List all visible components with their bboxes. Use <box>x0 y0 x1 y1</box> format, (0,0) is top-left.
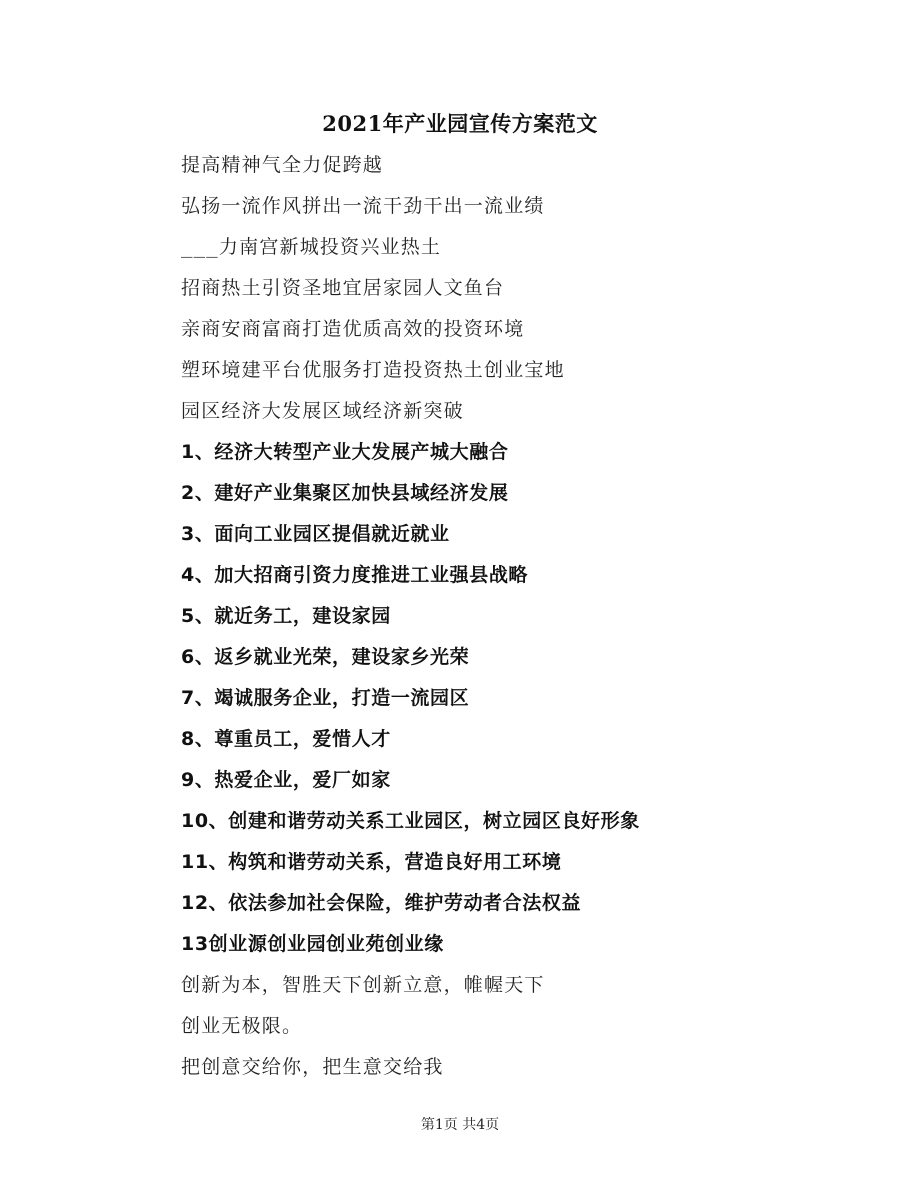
text-line: 创新为本，智胜天下创新立意，帷幄天下 <box>181 974 545 996</box>
numbered-slogan: 12、依法参加社会保险，维护劳动者合法权益 <box>181 892 582 914</box>
numbered-slogan: 1、经济大转型产业大发展产城大融合 <box>181 441 509 463</box>
numbered-slogan: 7、竭诚服务企业，打造一流园区 <box>181 687 470 709</box>
numbered-slogan: 6、返乡就业光荣，建设家乡光荣 <box>181 646 470 668</box>
text-line: 创业无极限。 <box>181 1015 303 1037</box>
text-line: 弘扬一流作风拼出一流干劲干出一流业绩 <box>181 195 545 217</box>
page-footer: 第1页 共4页 <box>420 1117 500 1133</box>
text-line: 把创意交给你，把生意交给我 <box>181 1056 444 1078</box>
text-line: 亲商安商富商打造优质高效的投资环境 <box>181 318 525 340</box>
text-line: 提高精神气全力促跨越 <box>181 154 384 176</box>
numbered-slogan: 8、尊重员工，爱惜人才 <box>181 728 391 750</box>
numbered-slogan: 9、热爱企业，爱厂如家 <box>181 769 391 791</box>
document-title: 2021年产业园宣传方案范文 <box>322 111 598 136</box>
numbered-slogan: 5、就近务工，建设家园 <box>181 605 391 627</box>
text-line: 园区经济大发展区域经济新突破 <box>181 400 464 422</box>
numbered-slogan: 4、加大招商引资力度推进工业强县战略 <box>181 564 529 586</box>
numbered-slogan: 2、建好产业集聚区加快县域经济发展 <box>181 482 509 504</box>
numbered-slogan: 3、面向工业园区提倡就近就业 <box>181 523 450 545</box>
numbered-slogan: 13创业源创业园创业苑创业缘 <box>181 933 444 955</box>
text-line: 塑环境建平台优服务打造投资热土创业宝地 <box>181 359 565 381</box>
text-line: ___力南宫新城投资兴业热土 <box>181 236 442 258</box>
text-line: 招商热土引资圣地宜居家园人文鱼台 <box>181 277 505 299</box>
numbered-slogan: 11、构筑和谐劳动关系，营造良好用工环境 <box>181 851 562 873</box>
numbered-slogan: 10、创建和谐劳动关系工业园区，树立园区良好形象 <box>181 810 640 832</box>
